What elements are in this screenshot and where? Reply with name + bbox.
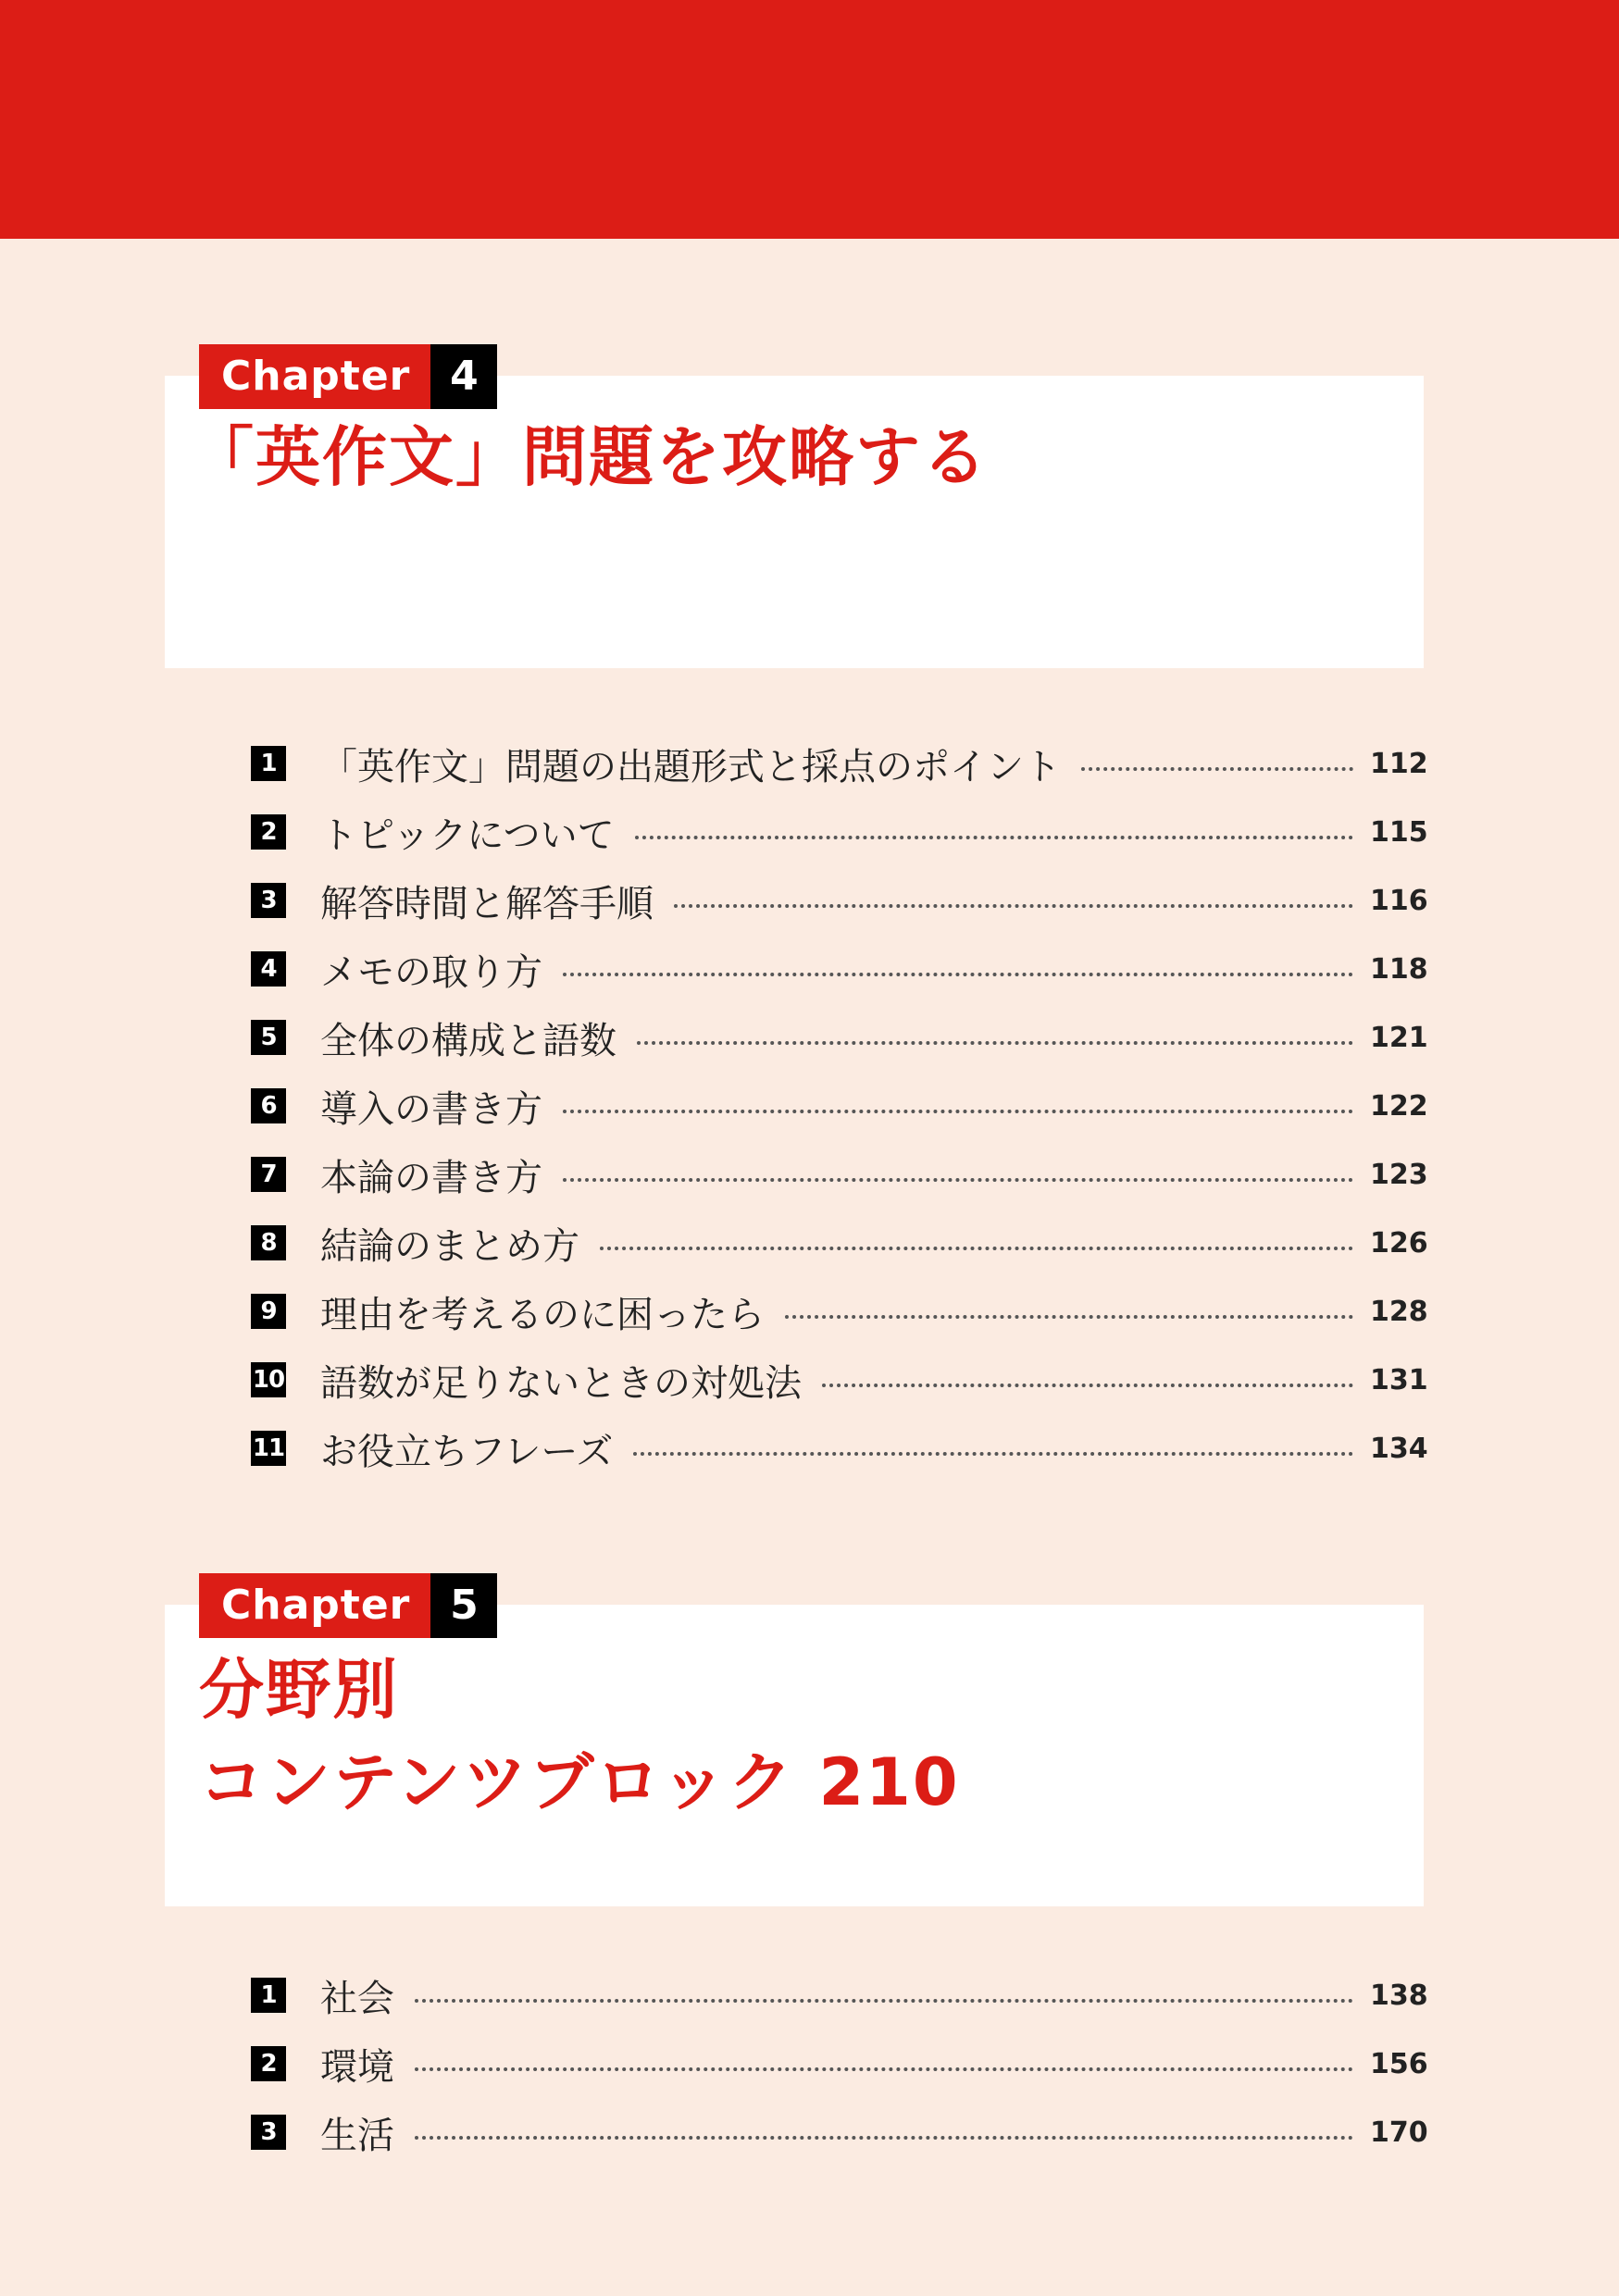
dot-leader	[563, 1178, 1353, 1182]
toc-entry[interactable]	[251, 1961, 1428, 2029]
entry-number-box: 3	[251, 883, 286, 918]
entry-number-box: 5	[251, 1020, 286, 1055]
toc-entry[interactable]	[251, 1003, 1428, 1072]
entry-title: 生活	[320, 2114, 394, 2157]
entry-number-box: 3	[251, 2115, 286, 2150]
toc-entry[interactable]	[251, 729, 1428, 798]
toc-entry[interactable]	[251, 935, 1428, 1003]
dot-leader	[600, 1247, 1353, 1250]
dot-leader	[1081, 767, 1353, 771]
chapter-5-toc	[251, 1961, 1428, 2166]
chapter-title-line1: 分野別	[199, 1652, 399, 1728]
entry-page: 123	[1370, 1158, 1428, 1191]
entry-title: 全体の構成と語数	[320, 1019, 616, 1062]
dot-leader	[635, 836, 1353, 839]
dot-leader	[637, 1041, 1353, 1045]
entry-title: トピックについて	[320, 813, 615, 857]
entry-title: 本論の書き方	[320, 1156, 542, 1199]
entry-number-box: 4	[251, 951, 286, 987]
dot-leader	[563, 973, 1353, 976]
entry-page: 118	[1370, 952, 1428, 986]
entry-title: 環境	[320, 2045, 394, 2089]
toc-entry[interactable]	[251, 1072, 1428, 1140]
entry-title: メモの取り方	[320, 950, 542, 994]
entry-page: 121	[1370, 1021, 1428, 1054]
entry-page: 115	[1370, 815, 1428, 849]
entry-title: 「英作文」問題の出題形式と採点のポイント	[320, 745, 1061, 788]
entry-number-box: 11	[251, 1431, 286, 1466]
chapter-number: 5	[430, 1573, 497, 1638]
toc-entry[interactable]	[251, 1277, 1428, 1346]
entry-page: 170	[1370, 2116, 1428, 2149]
entry-page: 122	[1370, 1089, 1428, 1123]
dot-leader	[822, 1384, 1353, 1387]
entry-title: 結論のまとめ方	[320, 1224, 579, 1268]
entry-number-box: 1	[251, 746, 286, 781]
chapter-5-header	[165, 1573, 1424, 1906]
entry-page: 156	[1370, 2047, 1428, 2080]
entry-title: 語数が足りないときの対処法	[320, 1361, 802, 1405]
entry-page: 134	[1370, 1432, 1428, 1465]
entry-number-box: 7	[251, 1157, 286, 1192]
entry-number-box: 9	[251, 1294, 286, 1329]
entry-page: 126	[1370, 1226, 1428, 1260]
entry-page: 131	[1370, 1363, 1428, 1396]
chapter-title-box	[165, 376, 1424, 668]
entry-number-box: 1	[251, 1978, 286, 2013]
toc-entry[interactable]	[251, 2098, 1428, 2166]
dot-leader	[785, 1315, 1353, 1319]
entry-number-box: 6	[251, 1088, 286, 1123]
entry-number-box: 8	[251, 1225, 286, 1260]
entry-page: 128	[1370, 1295, 1428, 1328]
entry-number-box: 10	[251, 1362, 286, 1397]
chapter-tag	[199, 344, 497, 409]
toc-entry[interactable]	[251, 798, 1428, 866]
entry-page: 138	[1370, 1979, 1428, 2012]
chapter-label: Chapter	[199, 344, 430, 409]
toc-entry[interactable]	[251, 1209, 1428, 1277]
dot-leader	[415, 2067, 1353, 2071]
entry-number-box: 2	[251, 814, 286, 850]
chapter-number: 4	[430, 344, 497, 409]
toc-entry[interactable]	[251, 2029, 1428, 2098]
dot-leader	[633, 1452, 1353, 1456]
top-color-band	[0, 0, 1619, 239]
dot-leader	[674, 904, 1353, 908]
entry-number-box: 2	[251, 2046, 286, 2081]
chapter-4-toc	[251, 729, 1428, 1483]
chapter-4-header	[165, 344, 1424, 668]
entry-page: 116	[1370, 884, 1428, 917]
toc-entry[interactable]	[251, 1414, 1428, 1483]
dot-leader	[563, 1110, 1353, 1113]
chapter-title: 「英作文」問題を攻略する	[189, 419, 989, 495]
toc-entry[interactable]	[251, 1140, 1428, 1209]
toc-entry[interactable]	[251, 1346, 1428, 1414]
entry-title: 解答時間と解答手順	[320, 882, 654, 925]
entry-title: お役立ちフレーズ	[320, 1430, 614, 1473]
chapter-title-line2: コンテンツブロック 210	[199, 1744, 960, 1820]
dot-leader	[415, 2136, 1353, 2140]
chapter-tag	[199, 1573, 497, 1638]
toc-entry[interactable]	[251, 866, 1428, 935]
chapter-label: Chapter	[199, 1573, 430, 1638]
chapter-title-box	[165, 1605, 1424, 1906]
entry-page: 112	[1370, 747, 1428, 780]
entry-title: 理由を考えるのに困ったら	[320, 1293, 765, 1336]
entry-title: 社会	[320, 1977, 394, 2020]
dot-leader	[415, 1999, 1353, 2003]
entry-title: 導入の書き方	[320, 1087, 542, 1131]
